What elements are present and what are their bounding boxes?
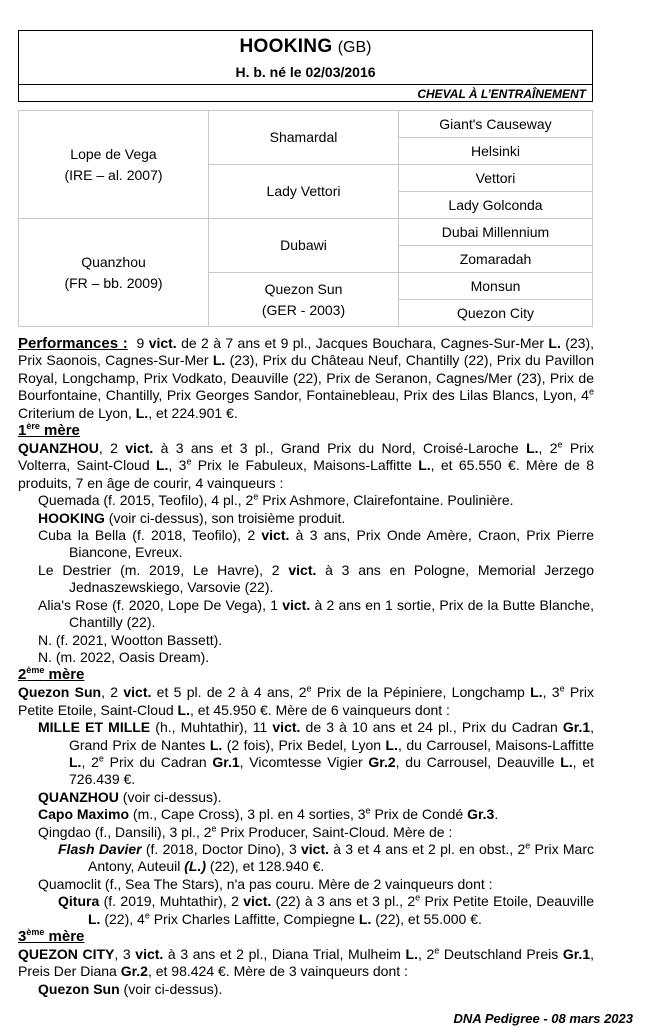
produce-item: N. (f. 2021, Wootton Bassett). xyxy=(38,631,223,648)
pedigree-dds: Monsun xyxy=(399,273,593,300)
performances-paragraph: Performances : 9 vict. de 2 à 7 ans et 9 pl., Jacques Bouchara, Cagnes-Sur-Mer L. (23), Prix Saonois, Cagnes-Sur-Mer L. (23), Prix du Château Neuf, Chantilly (22), Prix du Pavillon Royal, Longchamp, Prix Vodkato, Deauville (22), Prix de Seranon, Cagnes/Mer (23), Prix de Bourfontaine, Chantilly, Prix Georges Sandor, Fontainebleau, Prix des Lilas Blancs, Lyon, 4e Criterium de Lyon, L., et 224.901 €. xyxy=(18,335,595,421)
pedigree-table xyxy=(18,110,593,327)
mere1-paragraph: QUANZHOU, 2 vict. à 3 ans et 3 pl., Grand Prix du Nord, Croisé-Laroche L., 2e Prix Volterra, Saint-Cloud L., 3e Prix le Fabuleux, Maisons-Laffitte L., et 65.550 €. Mère de 8 produits, 7 en âge de courir, 4 vainqueurs : xyxy=(18,439,594,491)
pedigree-sire-dam: Lady Vettori xyxy=(209,165,399,219)
produce-item: Cuba la Bella (f. 2018, Teofilo), 2 vict. à 3 ans, Prix Onde Amère, Craon, Prix Pierre Biancone, Evreux. xyxy=(38,527,594,561)
performances-title: Performances : xyxy=(18,335,128,352)
section-heading-mere2: 2ème mère xyxy=(18,665,85,684)
pedigree-ssd: Helsinki xyxy=(399,138,593,165)
grand-produce-item: Qitura (f. 2019, Muhtathir), 2 vict. (22) à 3 ans et 3 pl., 2e Prix Petite Etoile, Deauville L. (22), 4e Prix Charles Laffitte, Compiegne L. (22), et 55.000 €. xyxy=(58,892,594,927)
pedigree-notes xyxy=(18,335,594,998)
pedigree-sire: Lope de Vega (IRE – al. 2007) xyxy=(19,111,209,219)
pedigree-dam-dam: Quezon Sun (GER - 2003) xyxy=(209,273,399,327)
produce-item: MILLE ET MILLE (h., Muhtathir), 11 vict. de 3 à 10 ans et 24 pl., Prix du Cadran Gr.1, Grand Prix de Nantes L. (2 fois), Prix Bedel, Lyon L., du Carrousel, Maisons-Laffitte L., 2e Prix du Cadran Gr.1, Vicomtesse Vigier Gr.2, du Carrousel, Deauville L., et 726.439 €. xyxy=(38,719,595,788)
horse-birth: H. b. né le 02/03/2016 xyxy=(235,64,376,80)
section-heading-mere1: 1ère mère xyxy=(18,421,80,440)
horse-header xyxy=(18,30,593,102)
mere2-paragraph: Quezon Sun, 2 vict. et 5 pl. de 2 à 4 ans, 2e Prix de la Pépiniere, Longchamp L., 3e Prix Petite Etoile, Saint-Cloud L., et 45.950 €. Mère de 6 vainqueurs dont : xyxy=(18,683,594,718)
produce-item: Quezon Sun (voir ci-dessus). xyxy=(38,980,223,997)
produce-item: Capo Maximo (m., Cape Cross), 3 pl. en 4 sorties, 3e Prix de Condé Gr.3. xyxy=(38,805,499,823)
pedigree-ddd: Quezon City xyxy=(399,300,593,327)
produce-item: Quemada (f. 2015, Teofilo), 4 pl., 2e Prix Ashmore, Clairefontaine. Poulinière. xyxy=(38,491,514,509)
footer-source: DNA Pedigree - 08 mars 2023 xyxy=(453,1011,633,1026)
pedigree-dsd: Zomaradah xyxy=(399,246,593,273)
horse-name: HOOKING xyxy=(239,36,333,57)
horse-status: CHEVAL À L’ENTRAÎNEMENT xyxy=(417,87,586,101)
produce-item: QUANZHOU (voir ci-dessus). xyxy=(38,788,222,805)
produce-item: Le Destrier (m. 2019, Le Havre), 2 vict. à 3 ans en Pologne, Memorial Jerzego Jednaszewskiego, Varsovie (22). xyxy=(38,561,594,596)
pedigree-dam: Quanzhou (FR – bb. 2009) xyxy=(19,219,209,327)
pedigree-sire-sire: Shamardal xyxy=(209,111,399,165)
produce-item: HOOKING (voir ci-dessus), son troisième produit. xyxy=(38,509,346,526)
produce-item: Quamoclit (f., Sea The Stars), n'a pas couru. Mère de 2 vainqueurs dont : xyxy=(38,875,493,892)
horse-country: (GB) xyxy=(337,39,372,56)
horse-title xyxy=(19,36,592,58)
pedigree-sss: Giant's Causeway xyxy=(399,111,593,138)
pedigree-dss: Dubai Millennium xyxy=(399,219,593,246)
produce-item: Alia's Rose (f. 2020, Lope De Vega), 1 vict. à 2 ans en 1 sortie, Prix de la Butte Blanche, Chantilly (22). xyxy=(38,596,594,631)
header-divider xyxy=(19,84,592,85)
pedigree-dam-sire: Dubawi xyxy=(209,219,399,273)
produce-item: Qingdao (f., Dansili), 3 pl., 2e Prix Producer, Saint-Cloud. Mère de : xyxy=(38,822,453,840)
pedigree-sdd: Lady Golconda xyxy=(399,192,593,219)
produce-item: N. (m. 2022, Oasis Dream). xyxy=(38,648,210,665)
section-heading-mere3: 3ème mère xyxy=(18,927,85,945)
grand-produce-item: Flash Davier (f. 2018, Doctor Dino), 3 vict. à 3 et 4 ans et 2 pl. en obst., 2e Prix Marc Antony, Auteuil (L.) (22), et 128.940 €. xyxy=(58,840,594,875)
mere3-paragraph: QUEZON CITY, 3 vict. à 3 ans et 2 pl., Diana Trial, Mulheim L., 2e Deutschland Preis Gr.1, Preis Der Diana Gr.2, et 98.424 €. Mère de 3 vainqueurs dont : xyxy=(18,945,594,980)
pedigree-sds: Vettori xyxy=(399,165,593,192)
